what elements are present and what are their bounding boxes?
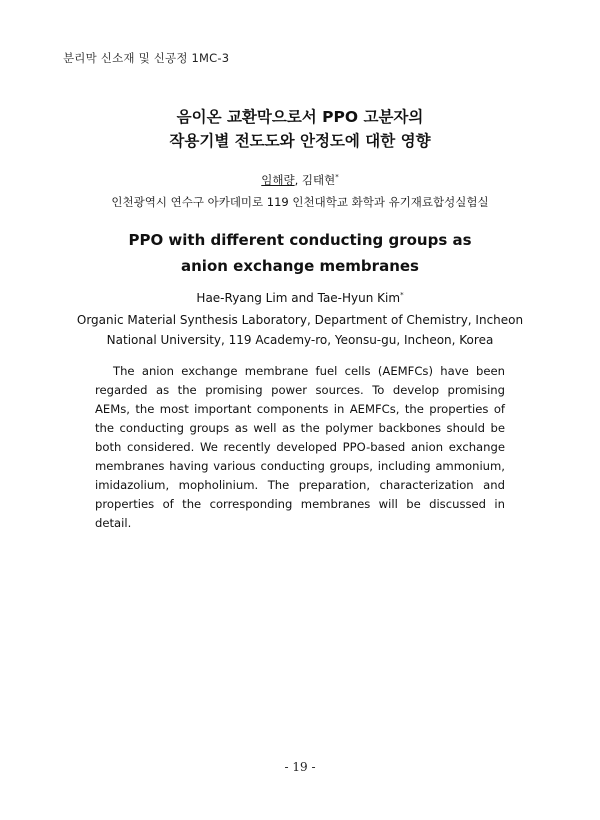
corresponding-mark-ko: * — [335, 173, 339, 182]
corresponding-author-ko: 김태현 — [301, 173, 336, 187]
session-code: 분리막 신소재 및 신공정 1MC-3 — [63, 51, 230, 65]
author-separator-ko: , — [294, 173, 302, 187]
korean-title — [0, 105, 600, 153]
english-title-line-1: PPO with different conducting groups as — [128, 231, 472, 249]
korean-affiliation: 인천광역시 연수구 아카데미로 119 인천대학교 화학과 유기재료합성실험실 — [111, 195, 489, 209]
abstract-body: The anion exchange membrane fuel cells (AEMFCs) have been regarded as the promising power sources. To develop promising AEMs, the most important components in AEMFCs, the properties of the conducting groups as well as the polymer backbones should be both considered. We recently developed PPO-based anion exchange membranes having various conducting groups, including ammonium, imidazolium, mopholinium. The preparation, characterization and properties of the corresponding membranes will be discussed in detail. — [95, 364, 505, 530]
corresponding-mark-en: * — [400, 291, 404, 299]
english-authors — [0, 291, 600, 305]
korean-title-line-1: 음이온 교환막으로서 PPO 고분자의 — [176, 108, 424, 126]
english-title — [0, 227, 600, 279]
page-number: - 19 - — [284, 760, 316, 774]
english-author-names: Hae-Ryang Lim and Tae-Hyun Kim — [196, 291, 401, 305]
english-affiliation-line-1: Organic Material Synthesis Laboratory, Department of Chemistry, Incheon — [76, 313, 524, 327]
english-affiliation-line-2: National University, 119 Academy-ro, Yeonsu-gu, Incheon, Korea — [106, 333, 494, 347]
english-title-line-2: anion exchange membranes — [181, 257, 419, 275]
presenting-author-ko: 임해량 — [261, 173, 295, 187]
korean-authors — [0, 172, 600, 188]
korean-title-line-2: 작용기별 전도도와 안정도에 대한 영향 — [169, 132, 431, 150]
english-affiliation — [0, 310, 600, 350]
